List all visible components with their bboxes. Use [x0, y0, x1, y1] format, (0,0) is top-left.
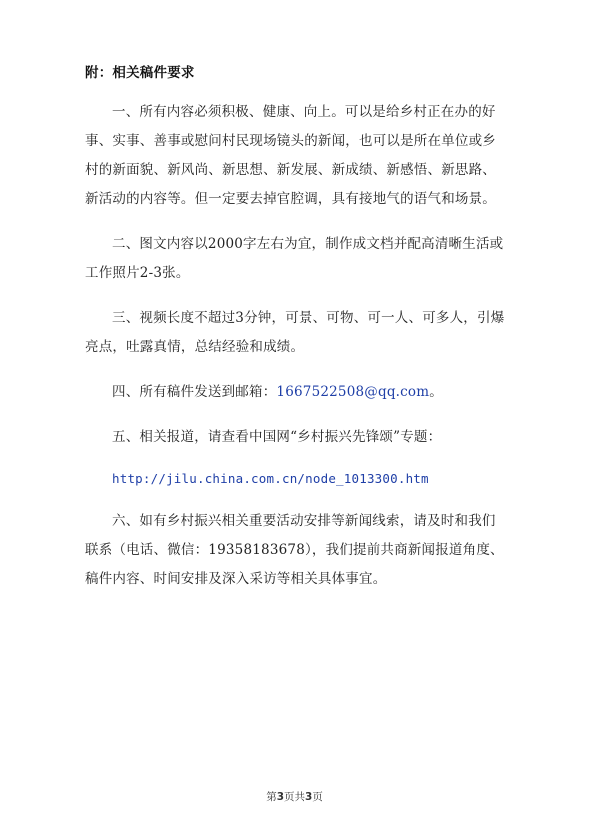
- requirement-2: 二、图文内容以2000字左右为宜，制作成文档并配高清晰生活或工作照片2-3张。: [85, 236, 504, 281]
- document-body: [85, 62, 505, 610]
- section-heading: 附：相关稿件要求: [85, 65, 195, 81]
- email-link[interactable]: 1667522508@qq.com: [276, 384, 430, 400]
- footer-middle: 页共: [284, 791, 305, 803]
- requirement-4: [85, 378, 505, 407]
- footer-prefix: 第: [266, 791, 277, 803]
- requirement-4-text: 四、所有稿件发送到邮箱：: [112, 384, 277, 400]
- requirement-4-end: 。: [429, 384, 443, 400]
- requirement-1: 一、所有内容必须积极、健康、向上。可以是给乡村正在办的好事、实事、善事或慰问村民现场镜头的新闻，也可以是所在单位或乡村的新面貌、新风尚、新思想、新发展、新成绩、新感悟、新思路、新活动的内容等。但一定要去掉官腔调，具有接地气的语气和场景。: [85, 104, 496, 207]
- footer-suffix: 页: [312, 791, 323, 803]
- requirement-5: 五、相关报道，请查看中国网“乡村振兴先锋颂”专题：: [112, 429, 442, 445]
- footer-current-page: 3: [276, 791, 284, 803]
- topic-url-link[interactable]: http://jilu.china.com.cn/node_1013300.htm: [112, 471, 429, 486]
- page-footer: [0, 789, 589, 804]
- requirement-3: 三、视频长度不超过3分钟，可景、可物、可一人、可多人，引爆亮点，吐露真情，总结经验和成绩。: [85, 310, 505, 355]
- requirement-6: 六、如有乡村振兴相关重要活动安排等新闻线索，请及时和我们联系（电话、微信：19358183678），我们提前共商新闻报道角度、稿件内容、时间安排及深入采访等相关具体事宜。: [85, 513, 504, 587]
- footer-total-pages: 3: [305, 791, 313, 803]
